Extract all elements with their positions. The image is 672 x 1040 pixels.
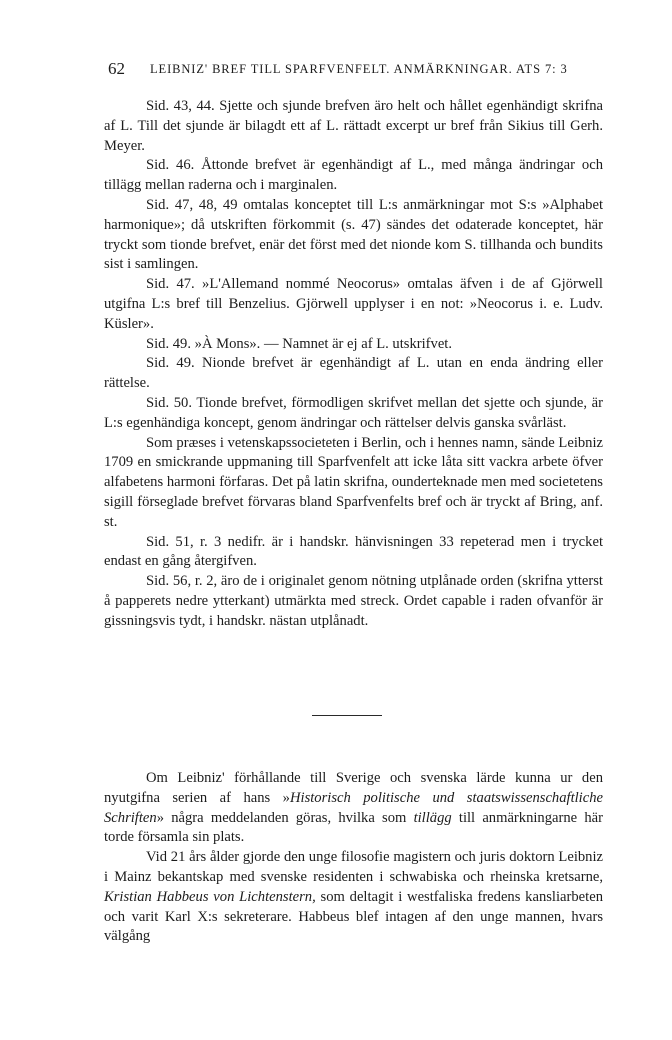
note-paragraph: Sid. 43, 44. Sjette och sjunde brefven äro helt och hållet egenhändigt skrifna af L. Till det sjunde är bilagdt ett af L. rättadt excerpt ur bref från Sikius till Gerh. Meyer.: [104, 98, 603, 154]
essay-text: som deltagit i westfaliska fredens kansliarbeten och varit Karl X:s sekreterare. Habbeus blef intagen af den unge mannen, hvars välgång: [104, 888, 603, 945]
notes-section: [104, 97, 603, 632]
section-divider: [312, 715, 382, 716]
note-paragraph: Sid. 47, 48, 49 omtalas konceptet till L:s anmärkningar mot S:s »Alphabet harmonique»; då utskriften förkommit (s. 47) sändes det odaterade konceptet, här tryckt som tionde brefvet, enär det först med det nionde kom S. tillhanda och bundits sist i samlingen.: [104, 196, 603, 273]
person-name: Kristian Habbeus von Lichtenstern,: [104, 888, 316, 905]
page-number: 62: [108, 59, 125, 78]
work-title: Historisch politische und staatswissenschaftliche Schriften: [104, 789, 603, 826]
running-title: LEIBNIZ' BREF TILL SPARFVENFELT. ANMÄRKNINGAR. ATS 7: 3: [150, 62, 568, 76]
note-paragraph: Sid. 47. »L'Allemand nommé Neocorus» omtalas äfven i de af Gjörwell utgifna L:s bref till Benzelius. Gjörwell upplyser i en not: »Neocorus i. e. Ludv. Küsler».: [104, 276, 603, 332]
page-header: [108, 59, 618, 84]
note-paragraph: Sid. 49. »À Mons». — Namnet är ej af L. utskrifvet.: [146, 335, 453, 352]
essay-text: Vid 21 års ålder gjorde den unge filosofie magistern och juris doktorn Leibniz i Mainz bekantskap med svenske residenten i schwabiska och rheinska kretsarne,: [104, 849, 603, 885]
essay-section: [104, 769, 603, 947]
italic-word: tillägg: [413, 809, 452, 826]
essay-text: Om Leibniz' förhållande till Sverige och svenska lärde kunna ur den nyutgifna serien af hans »: [104, 770, 603, 806]
note-paragraph: Sid. 50. Tionde brefvet, förmodligen skrifvet mellan det sjette och sjunde, är L:s egenhändiga koncept, genom ändringar och rättelser delvis ganska svårläst.: [104, 394, 603, 431]
essay-paragraph: [104, 848, 603, 947]
note-paragraph: Som præses i vetenskapssocieteten i Berlin, och i hennes namn, sände Leibniz 1709 en smickrande uppmaning till Sparfvenfelt att icke låta sitt vackra arbete öfver alfabetens harmoni förfaras. Det på latin skrifna, ounderteknade men med societetens sigill förseglade brefvet förvaras bland Sparfvenfelts bref och är tryckt af Bring, anf. st.: [104, 434, 603, 530]
essay-paragraph: [104, 769, 603, 848]
note-paragraph: Sid. 49. Nionde brefvet är egenhändigt af L. utan en enda ändring eller rättelse.: [104, 355, 603, 392]
note-paragraph: Sid. 46. Åttonde brefvet är egenhändigt af L., med många ändringar och tillägg mellan raderna och i marginalen.: [104, 157, 603, 194]
essay-text: » några meddelanden göras, hvilka som: [156, 809, 414, 826]
essay-text: till anmärkningarne här torde församla sin plats.: [104, 809, 603, 846]
note-paragraph: Sid. 56, r. 2, äro de i originalet genom nötning utplånade orden (skrifna ytterst å papperets nedre ytterkant) utmärkta med streck. Ordet capable i raden ofvanför är gissningsvis tydt, i handskr. nästan utplånadt.: [104, 573, 603, 629]
note-paragraph: Sid. 51, r. 3 nedifr. är i handskr. hänvisningen 33 repeterad men i trycket endast en gång återgifven.: [104, 533, 603, 570]
